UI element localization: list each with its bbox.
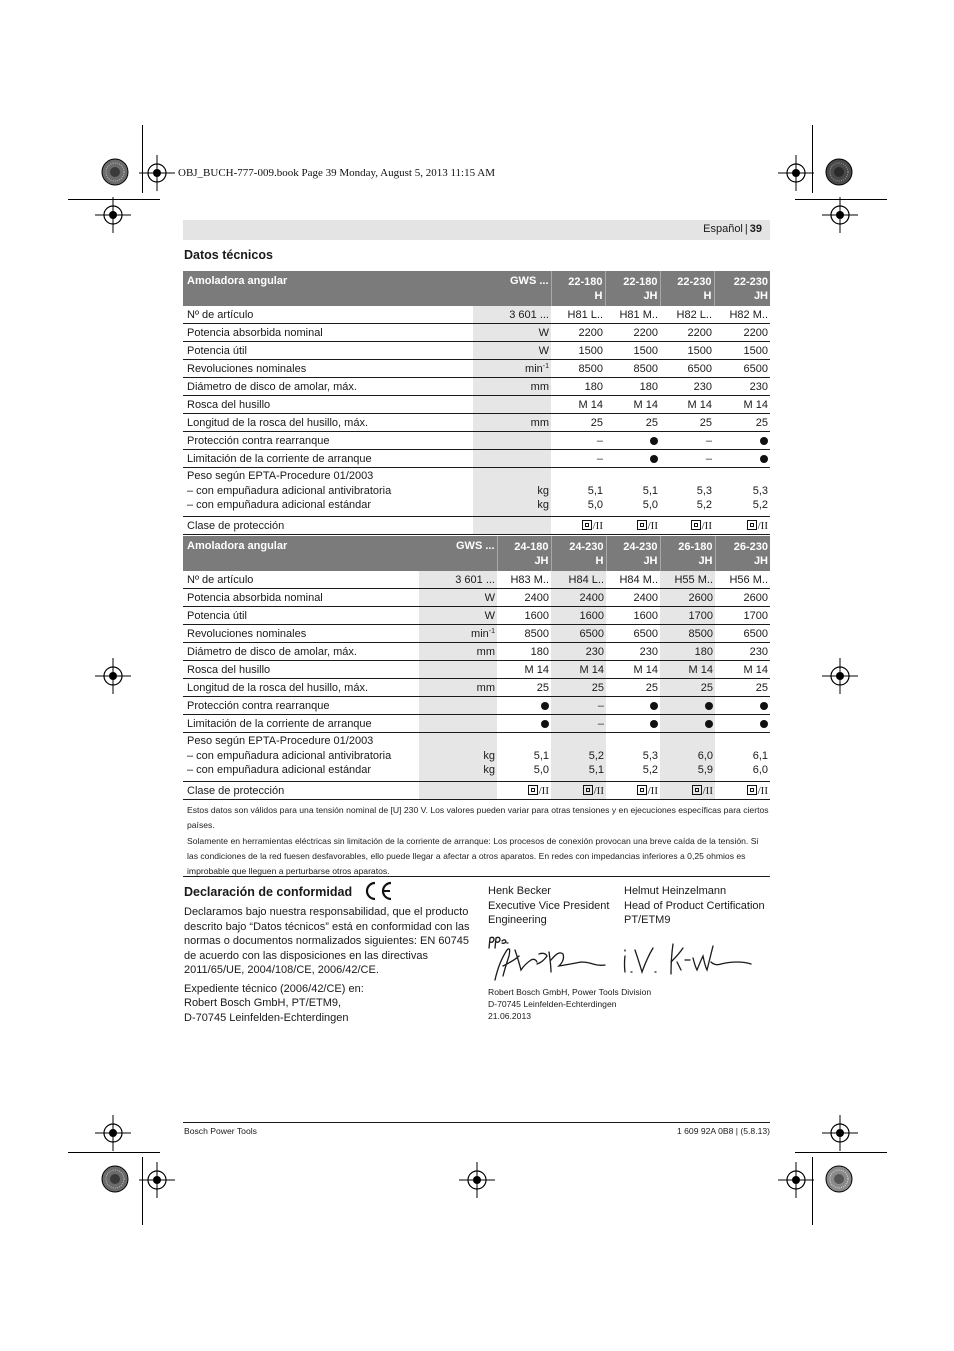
row-unit: W (419, 589, 497, 607)
registration-mark-icon (139, 155, 175, 191)
double-insulation-icon (528, 785, 538, 795)
row-unit (473, 396, 551, 414)
cell-value: 1500 (660, 342, 714, 360)
cell-value: 1600 (606, 607, 660, 625)
feature-no-dash: – (596, 452, 603, 465)
signatory-2: Helmut Heinzelmann Head of Product Certification PT/ETM9 (624, 885, 765, 926)
feature-mark (551, 715, 606, 733)
product-label: Amoladora angular (183, 536, 419, 571)
color-wheel-mark-icon (825, 158, 853, 186)
cell-value: 25 (551, 414, 605, 432)
cell-value: H82 M.. (714, 306, 770, 324)
row-unit: kg kg (419, 733, 497, 782)
cell-value: 25 (715, 679, 770, 697)
feature-mark (606, 697, 660, 715)
row-unit: $\min^{-1}$ (419, 625, 497, 643)
row-unit: $\min^{-1}$ (473, 360, 551, 378)
protection-class: /II (551, 782, 606, 800)
cell-value: 1600 (497, 607, 551, 625)
table-row (183, 733, 770, 782)
table-row (183, 396, 770, 414)
row-label: Limitación de la corriente de arranque (183, 450, 473, 468)
model-header: 22-180 H (551, 271, 605, 306)
signatory-1: Henk Becker Executive Vice President Engineering (488, 885, 610, 926)
cell-value: H82 L.. (660, 306, 714, 324)
feature-yes-dot (705, 720, 713, 728)
row-label: Clase de protección (183, 517, 473, 535)
feature-yes-dot (760, 702, 768, 710)
cell-value: 2200 (714, 324, 770, 342)
cell-value: 2200 (551, 324, 605, 342)
double-insulation-icon (692, 785, 702, 795)
table-row (183, 607, 770, 625)
cell-value: 5,3 5,2 (660, 468, 714, 517)
page-header (183, 220, 770, 240)
row-label: Potencia útil (183, 342, 473, 360)
table-row (183, 625, 770, 643)
cell-value: 6,1 6,0 (715, 733, 770, 782)
cell-value: 2200 (605, 324, 660, 342)
cell-value: 1600 (551, 607, 606, 625)
feature-mark (551, 450, 605, 468)
feature-mark (497, 697, 551, 715)
feature-no-dash: – (596, 434, 603, 447)
ce-mark-icon (363, 880, 393, 902)
cell-value: M 14 (660, 396, 714, 414)
row-unit: mm (473, 378, 551, 396)
cell-value: 5,1 5,0 (605, 468, 660, 517)
protection-class: /II (551, 517, 605, 535)
cell-value: H81 M.. (605, 306, 660, 324)
feature-yes-dot (650, 720, 658, 728)
row-label: Peso según EPTA-Procedure 01/2003 – con empuñadura adicional antivibratoria – con empuñadura adicional estándar (183, 468, 473, 517)
row-label: Clase de protección (183, 782, 419, 800)
cell-value: 6500 (715, 625, 770, 643)
table-row (183, 324, 770, 342)
model-header: 24-230 H (551, 536, 606, 571)
cell-value: H81 L.. (551, 306, 605, 324)
table-row (183, 378, 770, 396)
model-header: 22-230 JH (714, 271, 770, 306)
row-unit: 3 601 ... (419, 571, 497, 589)
cell-value: 2200 (660, 324, 714, 342)
protection-class: /II (715, 782, 770, 800)
registration-mark-icon (822, 658, 858, 694)
cell-value: 1500 (551, 342, 605, 360)
cell-value: 25 (551, 679, 606, 697)
color-wheel-mark-icon (825, 1165, 853, 1193)
cell-value: 230 (714, 378, 770, 396)
table-row (183, 643, 770, 661)
table-header-row (183, 536, 770, 571)
color-wheel-mark-icon (101, 1165, 129, 1193)
row-label: Rosca del husillo (183, 396, 473, 414)
cell-value: 6500 (606, 625, 660, 643)
language-label: Español (703, 223, 743, 235)
row-label: Limitación de la corriente de arranque (183, 715, 419, 733)
double-insulation-icon (637, 520, 647, 530)
cell-value: 180 (497, 643, 551, 661)
row-unit: W (473, 324, 551, 342)
cell-value: 5,1 5,0 (497, 733, 551, 782)
row-unit (419, 782, 497, 800)
book-file-line: OBJ_BUCH-777-009.book Page 39 Monday, August 5, 2013 11:15 AM (178, 167, 495, 179)
cell-value: 5,1 5,0 (551, 468, 605, 517)
cell-value: 6,0 5,9 (660, 733, 715, 782)
model-header: 22-230 H (660, 271, 714, 306)
feature-no-dash: – (597, 717, 604, 730)
cell-value: 5,3 5,2 (714, 468, 770, 517)
registration-mark-icon (822, 1115, 858, 1151)
color-wheel-mark-icon (101, 158, 129, 186)
row-label: Protección contra rearranque (183, 697, 419, 715)
feature-mark (714, 432, 770, 450)
cell-value: 2400 (497, 589, 551, 607)
feature-no-dash: – (705, 434, 712, 447)
double-insulation-icon (583, 785, 593, 795)
table-row (183, 517, 770, 535)
row-label: Longitud de la rosca del husillo, máx. (183, 679, 419, 697)
feature-mark (551, 432, 605, 450)
cell-value: 5,3 5,2 (606, 733, 660, 782)
row-unit (419, 661, 497, 679)
footnotes (187, 803, 769, 879)
cell-value: 1700 (660, 607, 715, 625)
protection-class: /II (605, 517, 660, 535)
feature-yes-dot (650, 455, 658, 463)
row-label: Nº de artículo (183, 306, 473, 324)
cell-value: 1500 (714, 342, 770, 360)
model-header: 26-180 JH (660, 536, 715, 571)
row-label: Revoluciones nominales (183, 625, 419, 643)
cell-value: 2600 (660, 589, 715, 607)
spec-table-1 (183, 271, 770, 535)
registration-mark-icon (95, 658, 131, 694)
cell-value: 230 (660, 378, 714, 396)
row-label: Diámetro de disco de amolar, máx. (183, 378, 473, 396)
row-label: Rosca del husillo (183, 661, 419, 679)
cell-value: 25 (714, 414, 770, 432)
gws-label: GWS ... (419, 536, 497, 571)
row-unit: kg kg (473, 468, 551, 517)
registration-mark-icon (778, 155, 814, 191)
table-row (183, 342, 770, 360)
cell-value: 2600 (715, 589, 770, 607)
table-row (183, 715, 770, 733)
cell-value: 6500 (714, 360, 770, 378)
row-unit (473, 450, 551, 468)
table-row (183, 432, 770, 450)
feature-yes-dot (541, 702, 549, 710)
row-label: Revoluciones nominales (183, 360, 473, 378)
cell-value: 5,2 5,1 (551, 733, 606, 782)
table-row (183, 589, 770, 607)
table-row (183, 360, 770, 378)
row-label: Peso según EPTA-Procedure 01/2003 – con empuñadura adicional antivibratoria – con empuñadura adicional estándar (183, 733, 419, 782)
table-header-row (183, 271, 770, 306)
cell-value: 25 (660, 679, 715, 697)
registration-mark-icon (139, 1162, 175, 1198)
protection-class: /II (660, 517, 714, 535)
registration-mark-icon (95, 197, 131, 233)
row-unit: W (473, 342, 551, 360)
cell-value: 25 (497, 679, 551, 697)
feature-mark (660, 450, 714, 468)
double-insulation-icon (691, 520, 701, 530)
footer-divider (183, 1122, 770, 1123)
protection-class: /II (714, 517, 770, 535)
protection-class: /II (497, 782, 551, 800)
cell-value: 8500 (551, 360, 605, 378)
feature-yes-dot (760, 720, 768, 728)
cell-value: 230 (551, 643, 606, 661)
feature-mark (551, 697, 606, 715)
row-unit: W (419, 607, 497, 625)
table-row (183, 468, 770, 517)
cell-value: M 14 (551, 661, 606, 679)
row-unit (419, 715, 497, 733)
footer-doc-number: 1 609 92A 0B8 | (5.8.13) (676, 1126, 770, 1136)
cell-value: 180 (551, 378, 605, 396)
table-row (183, 450, 770, 468)
feature-yes-dot (541, 720, 549, 728)
footnote-starting-current: Solamente en herramientas eléctricas sin limitación de la corriente de arranque: Los procesos de conexión provocan una breve caída de la tensión. Si las condiciones de la red fuesen desfavorables, ello puede llegar a afectar a otros aparatos. En redes con impedancias inferiores a 0,25 ohmios es improbable que lleguen a perturbarse otros aparatos. (187, 836, 759, 876)
cell-value: 8500 (605, 360, 660, 378)
table-row (183, 782, 770, 800)
feature-mark (714, 450, 770, 468)
handwritten-signatures (485, 932, 765, 986)
cell-value: 1700 (715, 607, 770, 625)
feature-yes-dot (650, 702, 658, 710)
cell-value: 25 (605, 414, 660, 432)
cell-value: 25 (606, 679, 660, 697)
feature-mark (715, 715, 770, 733)
double-insulation-icon (747, 520, 757, 530)
registration-mark-icon (459, 1162, 495, 1198)
cell-value: 230 (715, 643, 770, 661)
row-unit: mm (473, 414, 551, 432)
cell-value: 1500 (605, 342, 660, 360)
cell-value: M 14 (660, 661, 715, 679)
spec-table-2 (183, 536, 770, 800)
footer-brand: Bosch Power Tools (184, 1126, 257, 1136)
row-label: Protección contra rearranque (183, 432, 473, 450)
table-row (183, 661, 770, 679)
header-language: Español | 39 (703, 223, 762, 235)
feature-mark (497, 715, 551, 733)
cell-value: 230 (606, 643, 660, 661)
registration-mark-icon (778, 1162, 814, 1198)
row-unit (473, 517, 551, 535)
technical-file: Expediente técnico (2006/42/CE) en: Robert Bosch GmbH, PT/ETM9, D-70745 Leinfelden-Echterdingen (184, 982, 364, 1024)
model-header: 22-180 JH (605, 271, 660, 306)
cell-value: 8500 (660, 625, 715, 643)
row-unit: 3 601 ... (473, 306, 551, 324)
cell-value: 2400 (551, 589, 606, 607)
protection-class: /II (660, 782, 715, 800)
table-row (183, 306, 770, 324)
row-unit (473, 432, 551, 450)
cell-value: M 14 (497, 661, 551, 679)
declaration-text: Declaramos bajo nuestra responsabilidad, que el producto descrito bajo “Datos técnicos” está en conformidad con las normas o documentos normalizados siguientes: EN 60745 de acuerdo con las disposiciones en las directivas 2011/65/UE, 2004/108/CE, 2006/42/CE. (184, 906, 470, 976)
feature-no-dash: – (597, 699, 604, 712)
double-insulation-icon (637, 785, 647, 795)
cell-value: M 14 (551, 396, 605, 414)
registration-mark-icon (822, 197, 858, 233)
cell-value: 6500 (660, 360, 714, 378)
feature-mark (605, 450, 660, 468)
feature-mark (660, 432, 714, 450)
model-header: 26-230 JH (715, 536, 770, 571)
declaration-title: Declaración de conformidad (184, 885, 353, 899)
feature-yes-dot (650, 437, 658, 445)
cell-value: 2400 (606, 589, 660, 607)
cell-value: M 14 (715, 661, 770, 679)
feature-mark (715, 697, 770, 715)
feature-mark (660, 697, 715, 715)
cell-value: M 14 (606, 661, 660, 679)
row-label: Diámetro de disco de amolar, máx. (183, 643, 419, 661)
row-label: Nº de artículo (183, 571, 419, 589)
row-label: Potencia útil (183, 607, 419, 625)
row-label: Potencia absorbida nominal (183, 324, 473, 342)
cell-value: 6500 (551, 625, 606, 643)
feature-yes-dot (760, 437, 768, 445)
cell-value: M 14 (714, 396, 770, 414)
divider (183, 876, 770, 877)
footnote-voltage: Estos datos son válidos para una tensión nominal de [U] 230 V. Los valores pueden variar para otras tensiones y en ejecuciones específicas para ciertos países. (187, 805, 769, 830)
cell-value: H55 M.. (660, 571, 715, 589)
cell-value: 8500 (497, 625, 551, 643)
table-row (183, 571, 770, 589)
model-header: 24-180 JH (497, 536, 551, 571)
model-header: 24-230 JH (606, 536, 660, 571)
cell-value: M 14 (605, 396, 660, 414)
row-unit (419, 697, 497, 715)
row-unit: mm (419, 679, 497, 697)
gws-label: GWS ... (473, 271, 551, 306)
declaration-body (184, 905, 474, 1025)
section-title: Datos técnicos (184, 248, 273, 262)
registration-mark-icon (95, 1115, 131, 1151)
cell-value: H84 L.. (551, 571, 606, 589)
protection-class: /II (606, 782, 660, 800)
table-row (183, 679, 770, 697)
row-label: Longitud de la rosca del husillo, máx. (183, 414, 473, 432)
page-number: 39 (749, 223, 762, 235)
product-label: Amoladora angular (183, 271, 473, 306)
feature-yes-dot (705, 702, 713, 710)
feature-mark (660, 715, 715, 733)
feature-mark (606, 715, 660, 733)
table-row (183, 697, 770, 715)
cell-value: 180 (605, 378, 660, 396)
row-unit: mm (419, 643, 497, 661)
feature-no-dash: – (705, 452, 712, 465)
cell-value: H83 M.. (497, 571, 551, 589)
double-insulation-icon (747, 785, 757, 795)
cell-value: 180 (660, 643, 715, 661)
feature-mark (605, 432, 660, 450)
table-row (183, 414, 770, 432)
cell-value: H56 M.. (715, 571, 770, 589)
cell-value: 25 (660, 414, 714, 432)
row-label: Potencia absorbida nominal (183, 589, 419, 607)
feature-yes-dot (760, 455, 768, 463)
company-block: Robert Bosch GmbH, Power Tools Division D-70745 Leinfelden-Echterdingen 21.06.2013 (488, 987, 652, 1021)
double-insulation-icon (582, 520, 592, 530)
cell-value: H84 M.. (606, 571, 660, 589)
